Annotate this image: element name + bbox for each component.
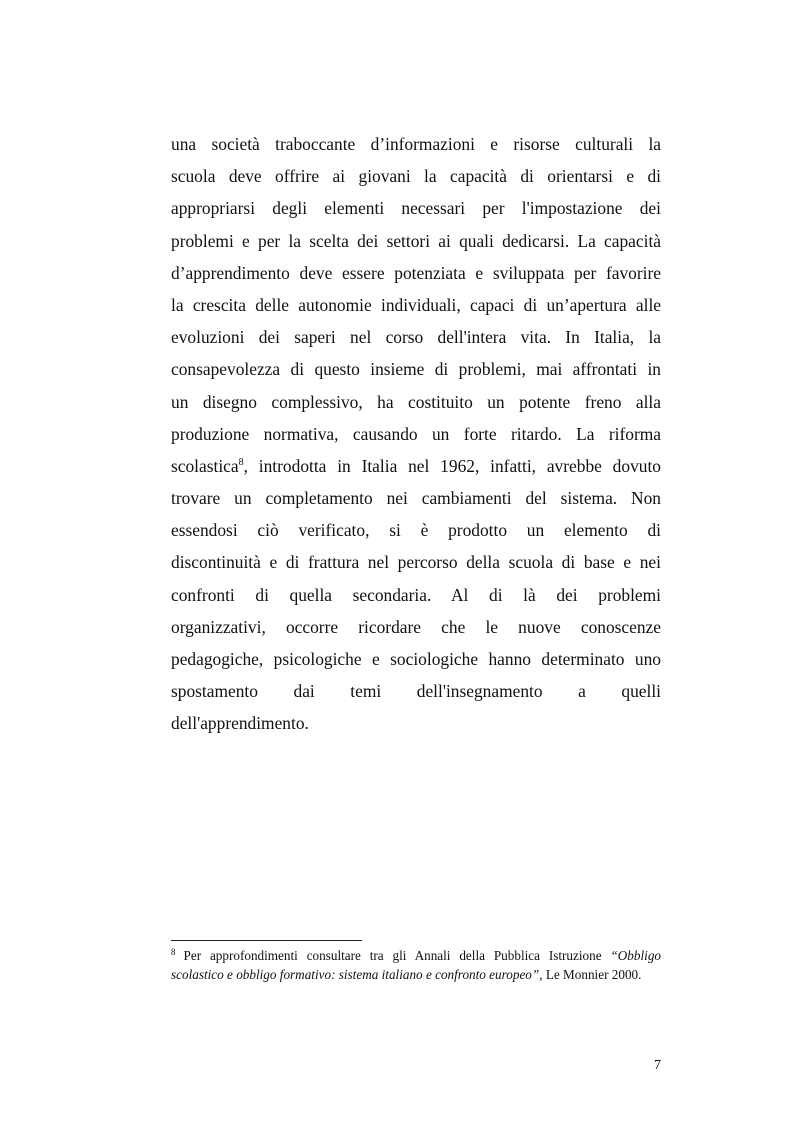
body-line-11-end: , introdotta in Italia nel 1962, infatti, avrebbe dovuto: [243, 455, 661, 476]
footnote-separator: [171, 940, 362, 941]
body-line-11: [171, 450, 661, 482]
footnote-title-start: “Obbligo: [610, 948, 662, 963]
footnote-publisher: , Le Monnier 2000.: [539, 967, 642, 982]
footnote-line-1: [171, 946, 661, 965]
body-line-16: organizzativi, occorre ricordare che le nuove conoscenze: [171, 616, 661, 637]
body-line-19: dell'apprendimento.: [171, 713, 309, 734]
body-line-3: appropriarsi degli elementi necessari per l'impostazione dei: [171, 198, 661, 219]
page-number: 7: [654, 1058, 661, 1073]
body-line-5: d’apprendimento deve essere potenziata e sviluppata per favorire: [171, 262, 661, 283]
body-line-8: consapevolezza di questo insieme di problemi, mai affrontati in: [171, 359, 661, 380]
body-line-15: confronti di quella secondaria. Al di là dei problemi: [171, 584, 661, 605]
body-line-12: trovare un completamento nei cambiamenti del sistema. Non: [171, 488, 661, 509]
body-line-9: un disegno complessivo, ha costituito un potente freno alla: [171, 391, 661, 412]
body-line-1: una società traboccante d’informazioni e risorse culturali la: [171, 134, 661, 154]
body-line-17: pedagogiche, psicologiche e sociologiche hanno determinato uno: [171, 649, 661, 669]
footnote: [171, 946, 661, 984]
body-line-13: essendosi ciò verificato, si è prodotto un elemento di: [171, 520, 661, 541]
footnote-reference[interactable]: 8: [238, 456, 244, 468]
footnote-line-2: [171, 965, 661, 984]
body-line-11-start: scolastica: [171, 455, 239, 476]
body-line-4: problemi e per la scelta dei settori ai quali dedicarsi. La capacità: [171, 230, 661, 251]
body-line-7: evoluzioni dei saperi nel corso dell'intera vita. In Italia, la: [171, 327, 661, 348]
footnote-title-end: scolastico e obbligo formativo: sistema italiano e confronto europeo”: [171, 967, 540, 982]
body-paragraph: [171, 128, 661, 740]
body-line-10: produzione normativa, causando un forte ritardo. La riforma: [171, 423, 661, 444]
body-line-6: la crescita delle autonomie individuali, capaci di un’apertura alle: [171, 294, 661, 315]
footnote-mark: 8: [171, 947, 176, 957]
body-line-14: discontinuità e di frattura nel percorso della scuola di base e nei: [171, 552, 661, 573]
body-line-18: spostamento dai temi dell'insegnamento a quelli: [171, 681, 661, 702]
body-line-2: scuola deve offrire ai giovani la capacità di orientarsi e di: [171, 166, 661, 187]
footnote-text: Per approfondimenti consultare tra gli Annali della Pubblica Istruzione: [183, 948, 602, 963]
